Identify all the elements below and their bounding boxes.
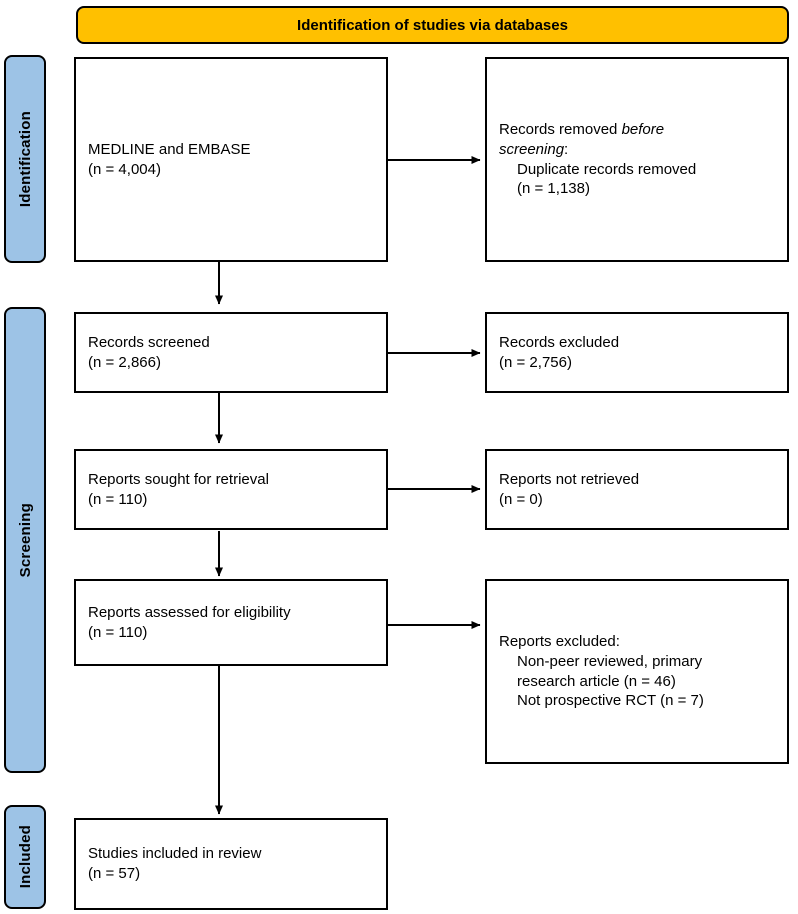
box-records-screened-line2: (n = 2,866) — [88, 353, 161, 371]
diagram-header-title: Identification of studies via databases — [297, 16, 568, 34]
box-reports-sought — [74, 449, 388, 530]
box-reports-assessed-line2: (n = 110) — [88, 623, 148, 641]
box-reports-not-retrieved — [485, 449, 789, 530]
box-reports-excluded-line3: research article (n = 46) — [517, 672, 676, 690]
box-databases-line1: MEDLINE and EMBASE — [88, 140, 251, 158]
band-screening-label: Screening — [16, 502, 34, 578]
band-identification — [4, 55, 46, 263]
box-reports-assessed — [74, 579, 388, 666]
box-reports-excluded-line2: Non-peer reviewed, primary — [517, 652, 703, 670]
box-studies-included-line1: Studies included in review — [88, 845, 262, 863]
box-duplicates-line2 — [499, 140, 775, 160]
box-reports-excluded-line4: Not prospective RCT (n = 7) — [517, 692, 704, 710]
box-databases — [74, 57, 388, 262]
band-identification-label: Identification — [16, 110, 34, 208]
box-duplicates-line2-em: screening — [499, 140, 565, 158]
box-duplicates-line3: Duplicate records removed — [517, 160, 697, 178]
box-duplicates-line4: (n = 1,138) — [517, 180, 590, 198]
box-reports-excluded-line1: Reports excluded: — [499, 632, 620, 650]
box-records-screened-line1: Records screened — [88, 333, 210, 351]
box-databases-line2: (n = 4,004) — [88, 160, 161, 178]
box-duplicates-removed — [485, 57, 789, 262]
diagram-header-bar — [76, 6, 789, 44]
box-duplicates-line1-pre: Records removed — [499, 120, 622, 138]
box-records-excluded-line1: Records excluded — [499, 333, 620, 351]
box-duplicates-line2-post: : — [564, 140, 569, 158]
box-records-excluded — [485, 312, 789, 393]
box-reports-not-retrieved-line2: (n = 0) — [499, 490, 543, 508]
band-included — [4, 805, 46, 909]
box-duplicates-line1-em: before — [621, 120, 665, 138]
band-included-label: Included — [16, 825, 34, 889]
box-studies-included — [74, 818, 388, 910]
box-studies-included-line2: (n = 57) — [88, 865, 141, 882]
box-reports-assessed-line1: Reports assessed for eligibility — [88, 603, 291, 621]
band-screening — [4, 307, 46, 773]
box-reports-not-retrieved-line1: Reports not retrieved — [499, 470, 640, 488]
box-records-screened — [74, 312, 388, 393]
box-reports-excluded — [485, 579, 789, 764]
box-reports-sought-line2: (n = 110) — [88, 490, 148, 508]
box-duplicates-line1 — [499, 120, 775, 140]
box-reports-sought-line1: Reports sought for retrieval — [88, 470, 269, 488]
box-records-excluded-line2: (n = 2,756) — [499, 353, 572, 371]
